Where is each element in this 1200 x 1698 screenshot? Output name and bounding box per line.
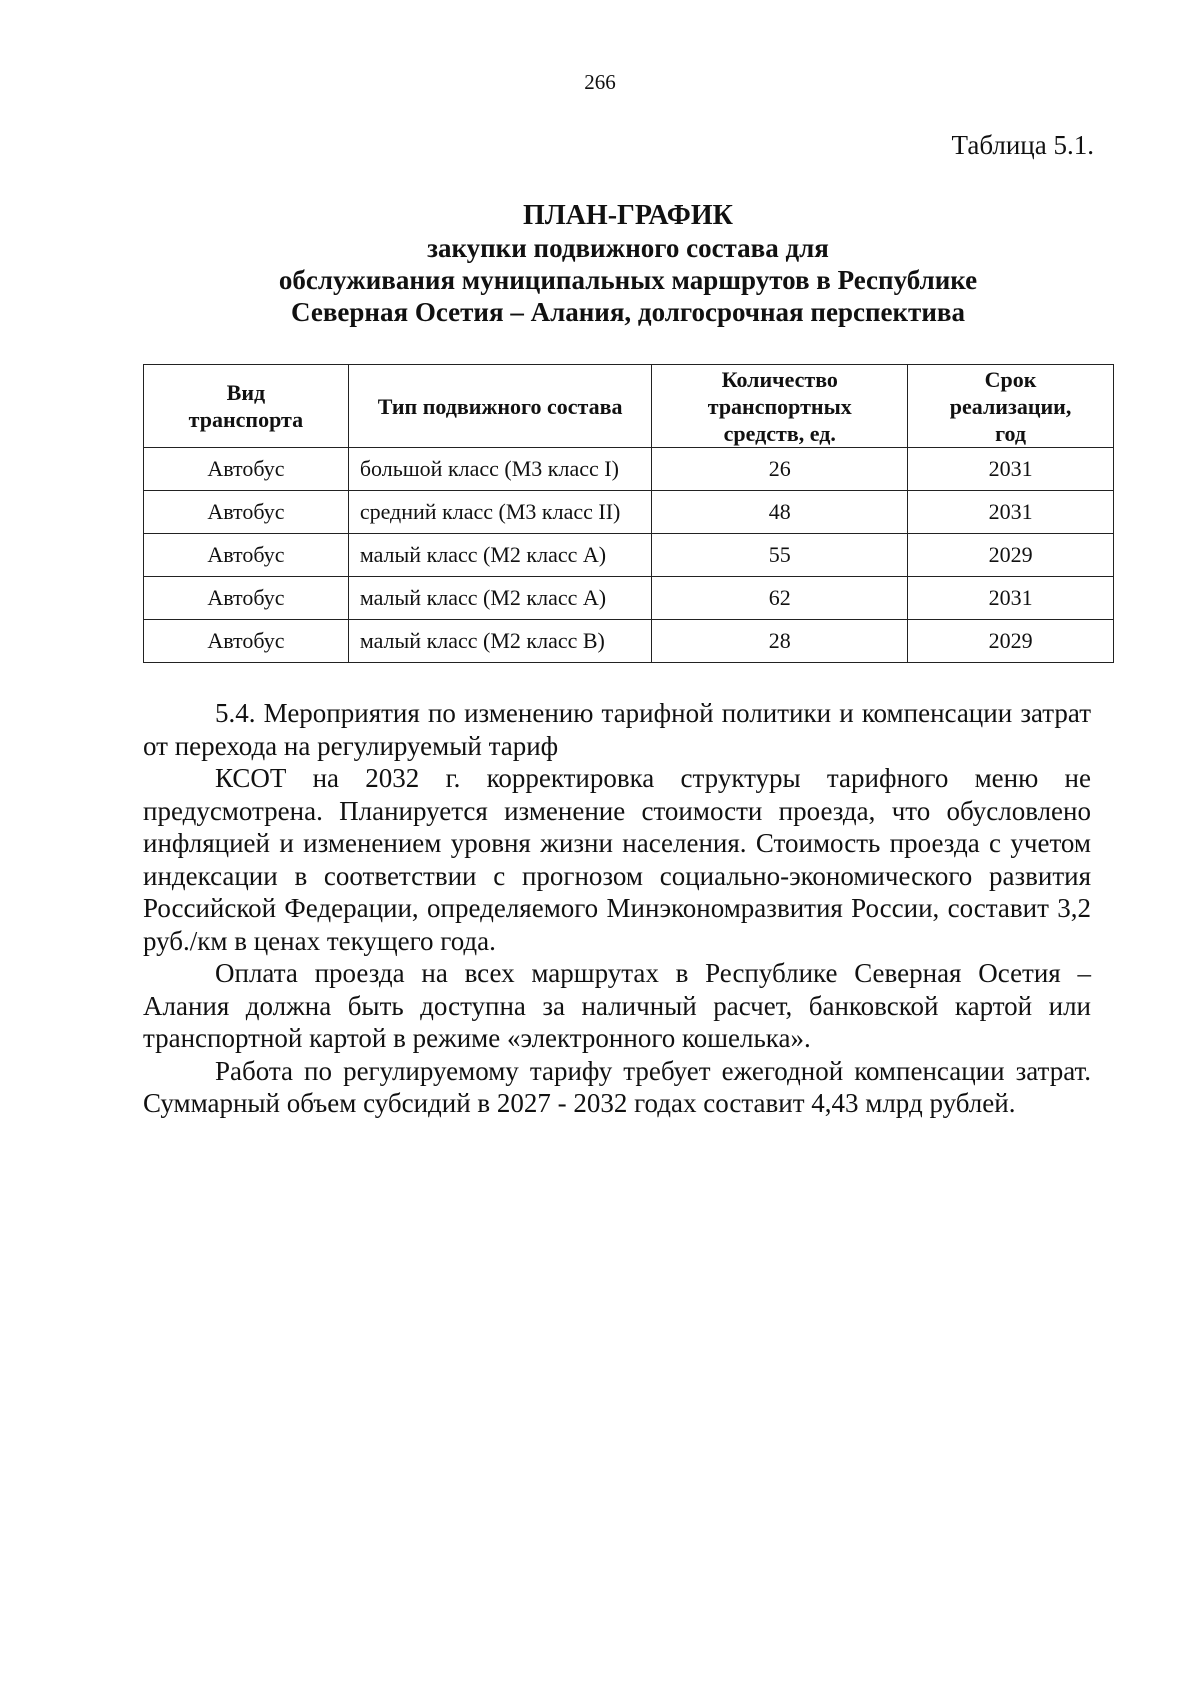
table-caption: Таблица 5.1. [951,130,1094,160]
cell-year: 2029 [908,620,1114,663]
table-row [144,577,1114,620]
cell-type: средний класс (М3 класс II) [348,491,652,534]
header-term [908,365,1114,448]
cell-count: 28 [652,620,908,663]
header-term-line-1: Срок [984,366,1037,392]
cell-transport: Автобус [144,448,349,491]
table-row [144,448,1114,491]
paragraph-ksot: КСОТ на 2032 г. корректировка структуры тарифного меню не предусмотрена. Планируется изменение стоимости проезда, что обусловлено инфляцией и изменением уровня жизни населения. Стоимость проезда с учетом индексации в соответствии с прогнозом социально-экономического развития Российской Федерации, определяемого Минэкономразвития России, составит 3,2 руб./км в ценах текущего года. [143,763,1091,956]
header-transport [144,365,349,448]
cell-type: малый класс (М2 класс А) [348,577,652,620]
table-header-row [144,365,1114,448]
table-row [144,620,1114,663]
cell-transport: Автобус [144,534,349,577]
header-count-line-2: транспортных [707,393,852,419]
cell-transport: Автобус [144,620,349,663]
document-title [143,200,1113,328]
page-number: 266 [584,70,616,94]
cell-count: 62 [652,577,908,620]
cell-year: 2031 [908,577,1114,620]
cell-transport: Автобус [144,577,349,620]
cell-count: 26 [652,448,908,491]
header-transport-line-1: Вид [226,380,266,405]
table-row [144,534,1114,577]
cell-count: 55 [652,534,908,577]
header-type: Тип подвижного состава [348,365,652,448]
title-line-4: Северная Осетия – Алания, долгосрочная перспектива [291,297,965,327]
header-term-line-2: реализации, [949,393,1072,419]
header-count [652,365,908,448]
cell-type: малый класс (М2 класс В) [348,620,652,663]
section-heading-paragraph: 5.4. Мероприятия по изменению тарифной политики и компенсации затрат от перехода на регулируемый тариф [143,698,1091,761]
title-line-1: ПЛАН-ГРАФИК [523,200,733,231]
body-text [143,697,1091,1120]
cell-year: 2029 [908,534,1114,577]
header-count-line-1: Количество [721,366,838,392]
header-transport-line-2: транспорта [188,407,304,432]
table-row [144,491,1114,534]
header-term-line-3: год [995,420,1027,446]
title-line-2: закупки подвижного состава для [427,233,829,263]
header-count-line-3: средств, ед. [723,420,836,446]
procurement-table [143,364,1114,663]
cell-year: 2031 [908,448,1114,491]
paragraph-subsidies: Работа по регулируемому тарифу требует ежегодной компенсации затрат. Суммарный объем субсидий в 2027 - 2032 годах составит 4,43 млрд рублей. [143,1055,1091,1118]
title-line-3: обслуживания муниципальных маршрутов в Республике [278,265,978,295]
cell-type: малый класс (М2 класс А) [348,534,652,577]
cell-type: большой класс (М3 класс I) [348,448,652,491]
cell-year: 2031 [908,491,1114,534]
paragraph-payment: Оплата проезда на всех маршрутах в Республике Северная Осетия – Алания должна быть доступна за наличный расчет, банковской картой или транспортной картой в режиме «электронного кошелька». [143,958,1091,1053]
cell-transport: Автобус [144,491,349,534]
cell-count: 48 [652,491,908,534]
